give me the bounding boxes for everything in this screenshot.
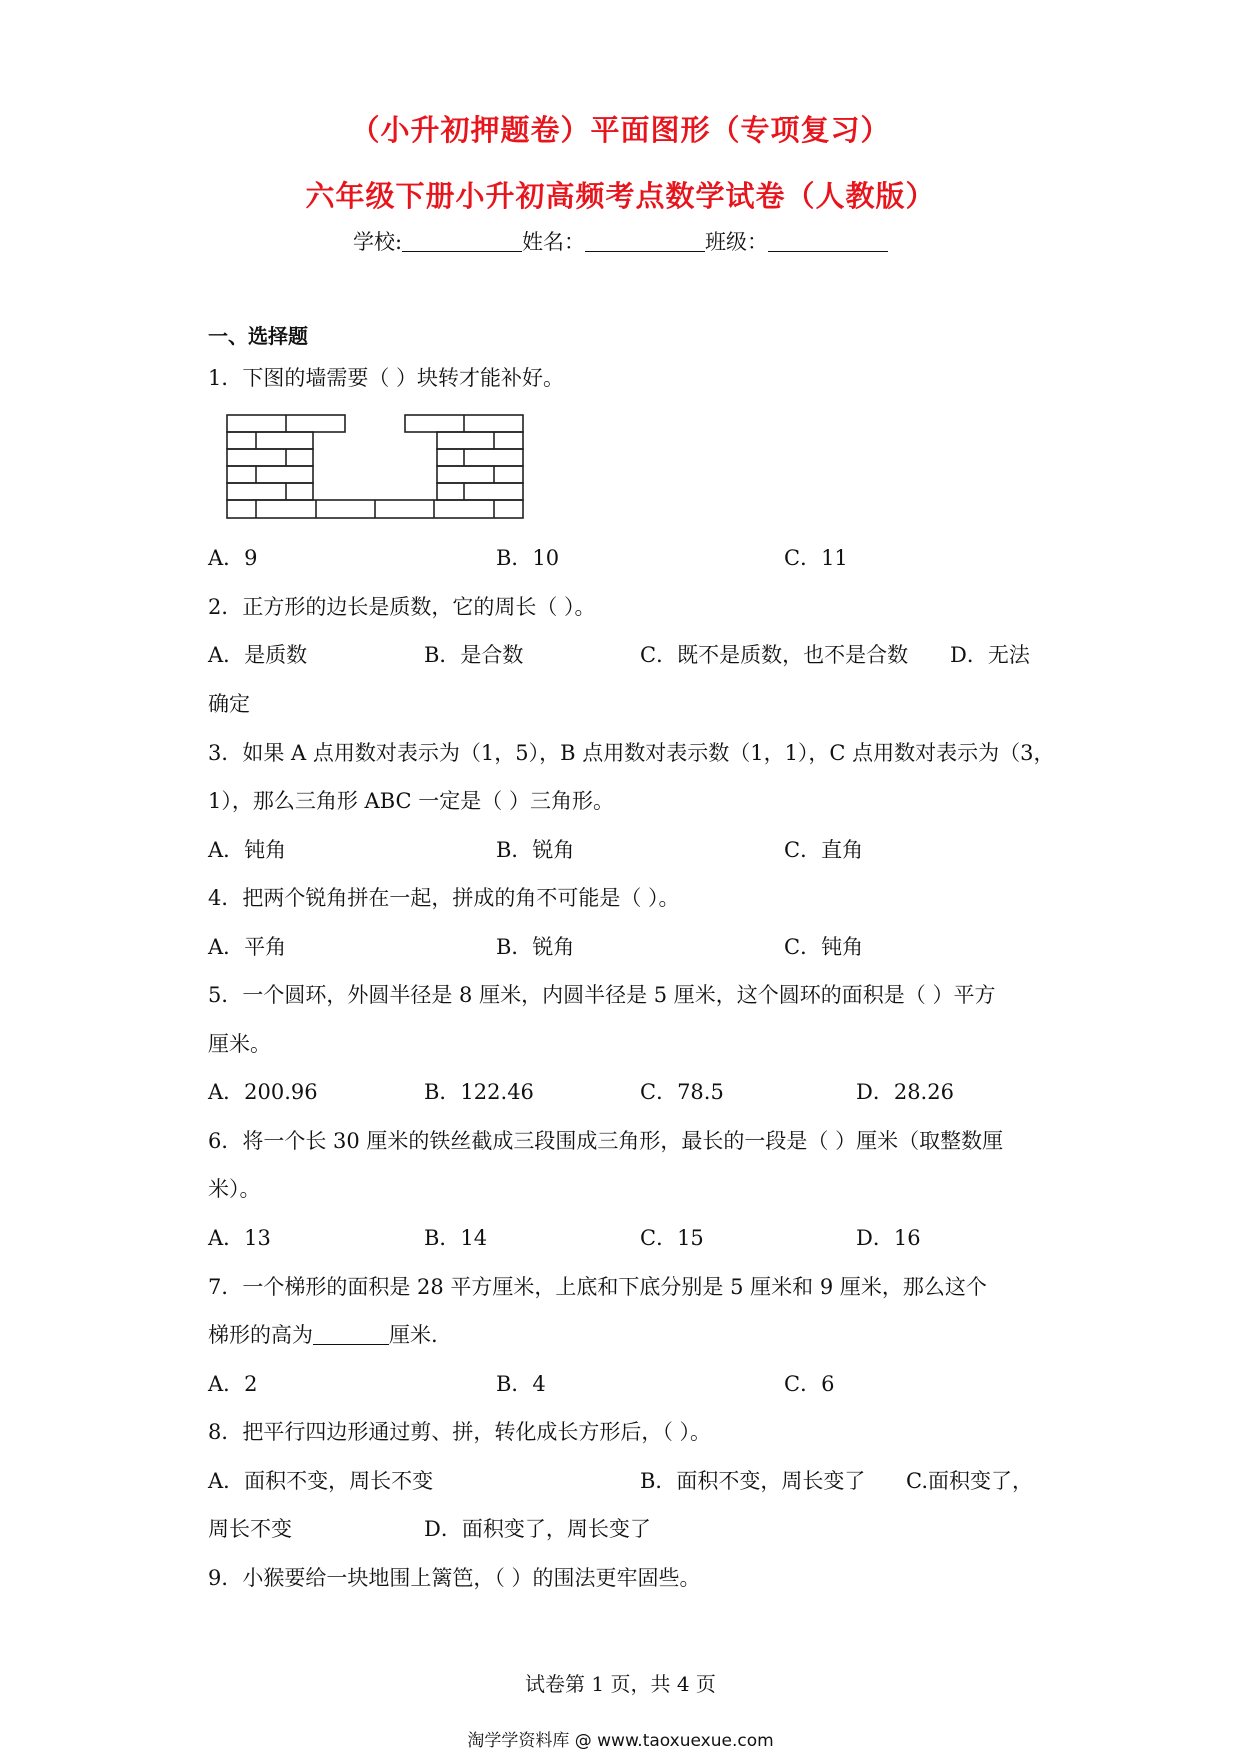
question-8: 8．把平行四边形通过剪、拼，转化成长方形后，（ ）。: [208, 1420, 712, 1444]
q7-option-c[interactable]: C．6: [784, 1372, 835, 1396]
q6-option-d[interactable]: D．16: [856, 1226, 921, 1250]
q6-option-a[interactable]: A．13: [208, 1226, 271, 1250]
name-field[interactable]: [585, 230, 705, 252]
school-field[interactable]: [402, 230, 522, 252]
q2-option-c[interactable]: C．既不是质数，也不是合数: [640, 643, 909, 667]
q2-option-b[interactable]: B．是合数: [424, 643, 524, 667]
q2-option-a[interactable]: A．是质数: [208, 643, 308, 667]
brick-wall-figure: [224, 412, 528, 524]
q8-option-d[interactable]: D．面积变了，周长变了: [424, 1517, 651, 1541]
question-6-line1: 6．将一个长 30 厘米的铁丝截成三段围成三角形，最长的一段是（ ）厘米（取整数厘: [208, 1129, 1004, 1153]
q2-option-d[interactable]: D．无法: [950, 643, 1030, 667]
q1-option-b[interactable]: B．10: [496, 546, 560, 570]
question-3-line1: 3．如果 A 点用数对表示为（1，5），B 点用数对表示数（1，1），C 点用数对表示为（3，: [208, 741, 1055, 765]
q7-text-before-blank: 梯形的高为: [208, 1323, 313, 1347]
exam-title-line2: 六年级下册小升初高频考点数学试卷（人教版）: [305, 179, 936, 213]
q7-option-b[interactable]: B．4: [496, 1372, 546, 1396]
question-9: 9．小猴要给一块地围上篱笆，（ ）的围法更牢固些。: [208, 1566, 701, 1590]
watermark: 淘学学资料库 @ www.taoxuexue.com: [467, 1731, 774, 1751]
q5-option-d[interactable]: D．28.26: [856, 1080, 954, 1104]
q8-option-b[interactable]: B．面积不变，周长变了: [640, 1469, 866, 1493]
q3-option-c[interactable]: C．直角: [784, 838, 864, 862]
page-number: 试卷第 1 页，共 4 页: [525, 1672, 716, 1696]
exam-title-line1: （小升初押题卷）平面图形（专项复习）: [350, 113, 891, 147]
question-5-line2: 厘米。: [208, 1032, 271, 1056]
question-7-line1: 7．一个梯形的面积是 28 平方厘米，上底和下底分别是 5 厘米和 9 厘米，那么这个: [208, 1275, 987, 1299]
q5-option-a[interactable]: A．200.96: [208, 1080, 318, 1104]
q1-option-c[interactable]: C．11: [784, 546, 848, 570]
q5-option-b[interactable]: B．122.46: [424, 1080, 534, 1104]
q2-option-d-continued: 确定: [208, 692, 250, 716]
q1-option-a[interactable]: A．9: [208, 546, 258, 570]
school-label: 学校:: [352, 230, 403, 254]
question-4: 4．把两个锐角拼在一起，拼成的角不可能是（ ）。: [208, 886, 680, 910]
question-7-line2: [208, 1321, 438, 1349]
q3-option-b[interactable]: B．锐角: [496, 838, 575, 862]
question-3-line2: 1），那么三角形 ABC 一定是（ ）三角形。: [208, 789, 614, 813]
question-1: 1．下图的墙需要（ ）块转才能补好。: [208, 366, 565, 390]
name-label: 姓名：: [522, 230, 586, 254]
q8-option-c-continued: 周长不变: [208, 1517, 292, 1541]
student-info: [0, 226, 1241, 256]
q7-answer-blank[interactable]: [313, 1323, 389, 1345]
question-2: 2．正方形的边长是质数，它的周长（ ）。: [208, 595, 596, 619]
q7-option-a[interactable]: A．2: [208, 1372, 258, 1396]
section-title: 一、选择题: [208, 324, 308, 348]
q4-option-a[interactable]: A．平角: [208, 935, 287, 959]
question-6-line2: 米）。: [208, 1177, 261, 1201]
q8-option-a[interactable]: A．面积不变，周长不变: [208, 1469, 434, 1493]
q4-option-c[interactable]: C．钝角: [784, 935, 864, 959]
question-5-line1: 5．一个圆环，外圆半径是 8 厘米，内圆半径是 5 厘米，这个圆环的面积是（ ）平方: [208, 983, 996, 1007]
q6-option-b[interactable]: B．14: [424, 1226, 488, 1250]
class-field[interactable]: [768, 230, 888, 252]
class-label: 班级：: [705, 230, 769, 254]
q7-text-after-blank: 厘米.: [389, 1323, 438, 1347]
q3-option-a[interactable]: A．钝角: [208, 838, 287, 862]
q8-option-c[interactable]: C.面积变了，: [906, 1469, 1033, 1493]
q5-option-c[interactable]: C．78.5: [640, 1080, 724, 1104]
q6-option-c[interactable]: C．15: [640, 1226, 704, 1250]
q4-option-b[interactable]: B．锐角: [496, 935, 575, 959]
